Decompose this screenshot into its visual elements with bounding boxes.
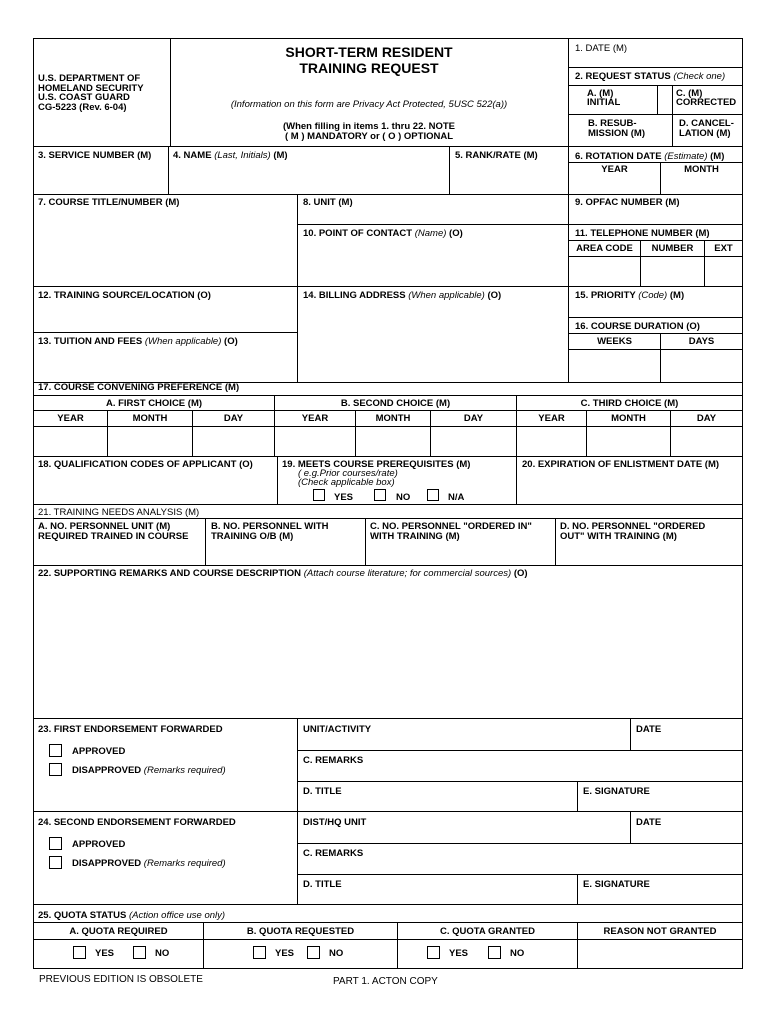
rank-label: 5. RANK/RATE (M) xyxy=(455,150,538,161)
billing-label-optional: (O) xyxy=(487,290,502,301)
tna-ordered-in-line1: C. NO. PERSONNEL "ORDERED IN" xyxy=(370,521,532,532)
quota-granted-yes-checkbox[interactable] xyxy=(427,946,440,959)
quota-required-label: A. QUOTA REQUIRED xyxy=(69,926,168,937)
tna-unit-label xyxy=(38,522,188,542)
department-block xyxy=(38,74,144,112)
first-year-label: YEAR xyxy=(57,413,84,424)
quota-granted-no-label: NO xyxy=(510,948,525,959)
tna-ordered-in-label xyxy=(370,522,532,542)
opfac-field[interactable] xyxy=(569,210,742,224)
first-title-label: D. TITLE xyxy=(303,786,342,797)
rotation-date-mandatory: (M) xyxy=(710,151,725,162)
second-disapproved-label xyxy=(72,859,226,869)
status-initial-line1: A. (M) xyxy=(587,88,614,99)
quota-requested-label: B. QUOTA REQUESTED xyxy=(246,926,355,937)
form-title-line2: TRAINING REQUEST xyxy=(299,60,439,76)
supporting-remarks-label xyxy=(38,569,528,579)
request-status-note: (Check one) xyxy=(673,71,726,82)
second-disapproved-note: (Remarks required) xyxy=(143,858,226,869)
priority-label-note: (Code) xyxy=(638,290,668,301)
third-day-label: DAY xyxy=(696,413,717,424)
form-title-line1: SHORT-TERM RESIDENT xyxy=(285,44,453,60)
request-status-text: 2. REQUEST STATUS xyxy=(575,71,671,82)
tna-ob-label xyxy=(211,522,329,542)
second-dist-unit-label: DIST/HQ UNIT xyxy=(303,817,367,828)
training-needs-label: 21. TRAINING NEEDS ANALYSIS (M) xyxy=(38,507,200,518)
convening-preference-label: 17. COURSE CONVENING PREFERENCE (M) xyxy=(38,382,240,393)
status-cancellation[interactable] xyxy=(679,119,734,139)
first-day-label: DAY xyxy=(223,413,244,424)
status-corrected-line2: CORRECTED xyxy=(676,97,737,108)
service-number-label: 3. SERVICE NUMBER (M) xyxy=(38,150,152,161)
rank-field[interactable] xyxy=(450,162,568,194)
quota-granted-label: C. QUOTA GRANTED xyxy=(440,926,535,937)
mandatory-note-line2: ( M ) MANDATORY or ( O ) OPTIONAL xyxy=(285,131,453,142)
duration-days-label: DAYS xyxy=(688,336,715,347)
second-disapproved-checkbox[interactable] xyxy=(49,856,62,869)
quota-requested-no-checkbox[interactable] xyxy=(307,946,320,959)
priority-label xyxy=(575,291,684,301)
tna-ob-line1: B. NO. PERSONNEL WITH xyxy=(211,521,329,532)
second-year-label: YEAR xyxy=(301,413,329,424)
tna-ordered-in-line2: WITH TRAINING (M) xyxy=(370,531,460,542)
billing-label-text: 14. BILLING ADDRESS xyxy=(303,290,406,301)
second-endorsement-label: 24. SECOND ENDORSEMENT FORWARDED xyxy=(38,817,236,828)
rotation-year-label: YEAR xyxy=(601,164,628,175)
priority-label-mandatory: (M) xyxy=(669,290,685,301)
second-approved-checkbox[interactable] xyxy=(49,837,62,850)
unit-field[interactable] xyxy=(298,210,568,224)
quota-required-no-checkbox[interactable] xyxy=(133,946,146,959)
duration-weeks-label: WEEKS xyxy=(597,336,632,347)
poc-label xyxy=(303,229,463,239)
second-title-label: D. TITLE xyxy=(303,879,342,890)
unit-label: 8. UNIT (M) xyxy=(303,197,353,208)
expiration-label: 20. EXPIRATION OF ENLISTMENT DATE (M) xyxy=(522,459,720,470)
quota-required-yes-checkbox[interactable] xyxy=(73,946,86,959)
tuition-label-optional: (O) xyxy=(224,336,238,347)
rotation-date-note: (Estimate) xyxy=(664,151,708,162)
quota-required-yes-label: YES xyxy=(95,948,115,959)
prereq-yes-label: YES xyxy=(334,492,354,503)
training-source-label: 12. TRAINING SOURCE/LOCATION (O) xyxy=(38,290,211,301)
department-line2: HOMELAND SECURITY xyxy=(38,82,144,94)
extension-label: EXT xyxy=(714,243,733,254)
rotation-date-text: 6. ROTATION DATE xyxy=(575,151,662,162)
tna-unit-line1: A. NO. PERSONNEL UNIT (M) xyxy=(38,521,171,532)
phone-number-label: NUMBER xyxy=(651,243,694,254)
tna-ordered-out-line1: D. NO. PERSONNEL "ORDERED xyxy=(560,521,706,532)
opfac-label: 9. OPFAC NUMBER (M) xyxy=(575,197,680,208)
first-month-label: MONTH xyxy=(132,413,168,424)
prerequisites-note xyxy=(298,469,398,487)
quota-required-no-label: NO xyxy=(155,948,170,959)
prerequisites-label: 19. MEETS COURSE PREREQUISITES (M) xyxy=(282,459,471,470)
quota-requested-no-label: NO xyxy=(329,948,344,959)
first-disapproved-text: DISAPPROVED xyxy=(72,765,142,776)
prereq-yes-checkbox[interactable] xyxy=(313,489,325,501)
priority-label-text: 15. PRIORITY xyxy=(575,290,636,301)
poc-label-note: (Name) xyxy=(414,228,447,239)
prereq-na-checkbox[interactable] xyxy=(427,489,439,501)
area-code-label: AREA CODE xyxy=(576,243,633,254)
poc-label-text: 10. POINT OF CONTACT xyxy=(303,228,413,239)
remarks-label-note: (Attach course literature; for commercial sources) xyxy=(303,568,512,579)
second-approved-label: APPROVED xyxy=(72,839,126,850)
status-corrected-line1: C. (M) xyxy=(676,88,703,99)
form-number: CG-5223 (Rev. 6-04) xyxy=(38,101,127,113)
status-resubmission-line1: B. RESUB- xyxy=(588,118,637,129)
rotation-month-label: MONTH xyxy=(684,164,719,175)
service-number-field[interactable] xyxy=(34,162,168,194)
tuition-label-note: (When applicable) xyxy=(144,336,222,347)
first-unit-activity-label: UNIT/ACTIVITY xyxy=(303,724,372,735)
second-day-label: DAY xyxy=(463,413,484,424)
quota-granted-no-checkbox[interactable] xyxy=(488,946,501,959)
privacy-notice: (Information on this form are Privacy Act Protected, 5USC 522(a)) xyxy=(230,99,508,110)
quota-granted-yes-label: YES xyxy=(449,948,469,959)
quota-status-label xyxy=(38,911,225,921)
status-initial-line2: INITIAL xyxy=(587,97,621,108)
course-duration-label: 16. COURSE DURATION (O) xyxy=(575,321,700,332)
second-remarks-label: C. REMARKS xyxy=(303,848,364,859)
quota-status-text: 25. QUOTA STATUS xyxy=(38,910,127,921)
billing-label-note: (When applicable) xyxy=(408,290,485,301)
status-resubmission[interactable] xyxy=(588,119,645,139)
tna-unit-line2: REQUIRED TRAINED IN COURSE xyxy=(38,531,189,542)
status-cancellation-line1: D. CANCEL- xyxy=(679,118,734,129)
first-approved-checkbox[interactable] xyxy=(49,744,62,757)
request-status-label xyxy=(575,72,725,82)
poc-label-optional: (O) xyxy=(449,228,463,239)
tna-ob-line2: TRAINING O/B (M) xyxy=(211,531,294,542)
name-field[interactable] xyxy=(169,162,449,194)
status-corrected[interactable] xyxy=(676,89,736,107)
second-choice-label: B. SECOND CHOICE (M) xyxy=(340,398,451,409)
first-disapproved-label xyxy=(72,766,226,776)
remarks-label-optional: (O) xyxy=(513,568,528,579)
telephone-label: 11. TELEPHONE NUMBER (M) xyxy=(575,228,710,239)
status-resubmission-line2: MISSION (M) xyxy=(588,128,645,139)
prereq-no-checkbox[interactable] xyxy=(374,489,386,501)
second-month-label: MONTH xyxy=(375,413,411,424)
first-choice-label: A. FIRST CHOICE (M) xyxy=(105,398,203,409)
prerequisites-note-line1: ( e.g.Prior courses/rate) xyxy=(298,468,398,479)
third-year-label: YEAR xyxy=(538,413,565,424)
tna-ordered-out-line2: OUT" WITH TRAINING (M) xyxy=(560,531,677,542)
first-approved-label: APPROVED xyxy=(72,746,126,757)
date-label: 1. DATE (M) xyxy=(575,43,628,54)
supporting-remarks-field[interactable] xyxy=(34,582,742,718)
mandatory-note-line1: (When filling in items 1. thru 22. NOTE xyxy=(282,121,456,132)
name-label-note: (Last, Initials) xyxy=(214,150,271,161)
first-disapproved-checkbox[interactable] xyxy=(49,763,62,776)
first-signature-label: E. SIGNATURE xyxy=(583,786,650,797)
third-month-label: MONTH xyxy=(611,413,646,424)
name-label xyxy=(173,151,288,161)
course-title-field[interactable] xyxy=(34,210,297,286)
remarks-label-text: 22. SUPPORTING REMARKS AND COURSE DESCRIPTION xyxy=(38,568,302,579)
name-label-mandatory: (M) xyxy=(273,150,288,161)
date-field[interactable] xyxy=(569,55,742,67)
poc-field[interactable] xyxy=(298,240,568,286)
rotation-date-label xyxy=(575,152,724,162)
second-date-label: DATE xyxy=(636,817,662,828)
training-source-field[interactable] xyxy=(34,302,297,332)
first-date-label: DATE xyxy=(636,724,662,735)
quota-requested-yes-label: YES xyxy=(275,948,295,959)
tna-ordered-out-label xyxy=(560,522,705,542)
department-line3: U.S. COAST GUARD xyxy=(38,92,130,103)
reason-not-granted-label: REASON NOT GRANTED xyxy=(603,926,717,937)
billing-address-label xyxy=(303,291,501,301)
prerequisites-note-line2: (Check applicable box) xyxy=(298,477,395,488)
second-disapproved-text: DISAPPROVED xyxy=(72,858,142,869)
department-line1: U.S. DEPARTMENT OF xyxy=(38,73,141,84)
first-endorsement-label: 23. FIRST ENDORSEMENT FORWARDED xyxy=(38,724,223,735)
quota-status-note: (Action office use only) xyxy=(128,910,226,921)
qualification-codes-field[interactable] xyxy=(34,472,277,504)
form-title xyxy=(170,44,568,76)
expiration-field[interactable] xyxy=(517,472,742,504)
status-initial[interactable] xyxy=(587,89,620,107)
course-title-label: 7. COURSE TITLE/NUMBER (M) xyxy=(38,197,180,208)
first-remarks-label: C. REMARKS xyxy=(303,755,364,766)
obsolete-notice: PREVIOUS EDITION IS OBSOLETE xyxy=(39,974,203,985)
tuition-label-text: 13. TUITION AND FEES xyxy=(38,336,143,347)
third-choice-label: C. THIRD CHOICE (M) xyxy=(580,398,679,409)
first-disapproved-note: (Remarks required) xyxy=(143,765,226,776)
tuition-field[interactable] xyxy=(34,348,297,382)
prereq-na-label: N/A xyxy=(448,492,465,503)
second-signature-label: E. SIGNATURE xyxy=(583,879,650,890)
status-cancellation-line2: LATION (M) xyxy=(679,128,731,139)
qualification-codes-label: 18. QUALIFICATION CODES OF APPLICANT (O) xyxy=(38,459,253,470)
name-label-text: 4. NAME xyxy=(173,150,212,161)
prereq-no-label: NO xyxy=(396,492,411,503)
mandatory-note xyxy=(170,122,568,142)
billing-address-field[interactable] xyxy=(298,302,568,382)
quota-requested-yes-checkbox[interactable] xyxy=(253,946,266,959)
copy-designation: PART 1. ACTON COPY xyxy=(333,976,438,987)
tuition-label xyxy=(38,337,238,347)
